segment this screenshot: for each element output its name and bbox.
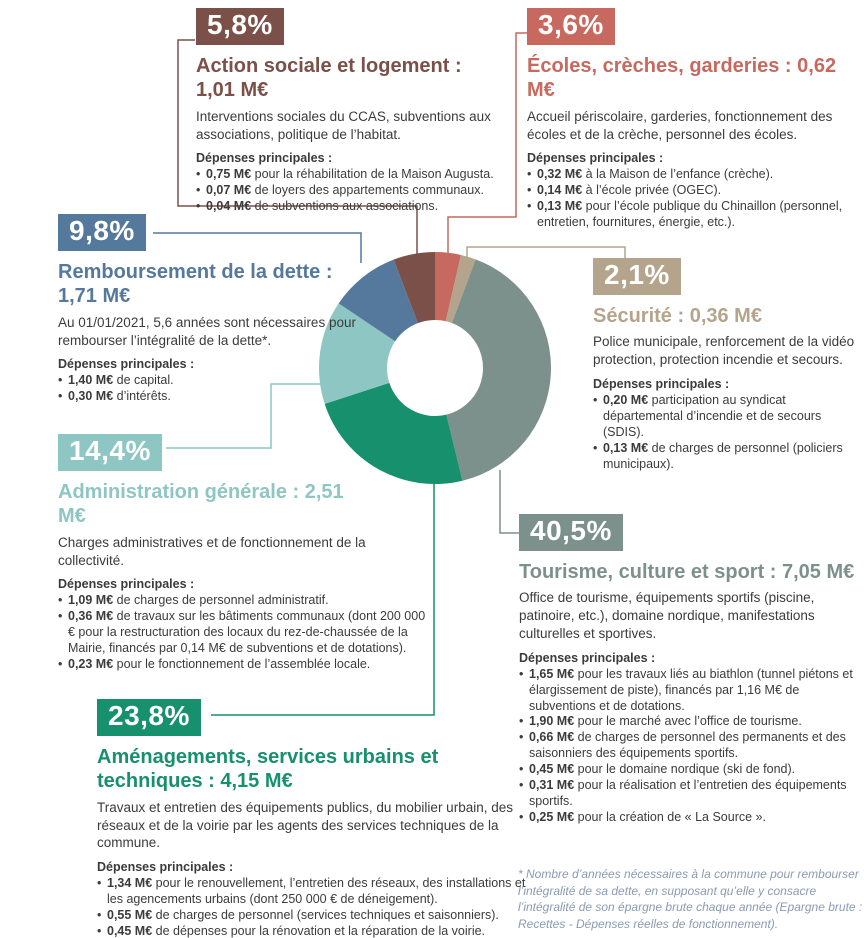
section-tourisme (519, 514, 867, 826)
section-description: Accueil périscolaire, garderies, fonctionnement des écoles et de la crèche, personnel des écoles. (527, 108, 833, 142)
expense-item: • 0,36 M€ de travaux sur les bâtiments communaux (dont 200 000 € pour la restructuration des locaux du rez-de-chaussée de la Mairie, financés par 0,14 M€ de subventions et de dotations). (58, 609, 430, 657)
expense-item: • 0,13 M€ pour l’école publique du Chinaillon (personnel, entretien, fournitures, énergie, etc.). (527, 199, 863, 231)
section-title: Remboursement de la dette : 1,71 M€ (58, 261, 333, 308)
expense-item: • 1,34 M€ pour le renouvellement, l’entretien des réseaux, des installations et les agencements urbains (dont 250 000 € de déneigement). (97, 876, 537, 908)
section-description: Travaux et entretien des équipements publics, du mobilier urbain, des réseaux et de la voirie par les agents des services techniques de la commune. (97, 799, 513, 851)
expense-item: • 0,04 M€ de subventions aux associations. (196, 199, 516, 215)
expenses-list (519, 667, 867, 826)
expenses-title: Dépenses principales : (196, 151, 333, 166)
expenses-title: Dépenses principales : (519, 650, 656, 665)
section-title: Aménagements, services urbains et techniques : 4,15 M€ (97, 746, 439, 793)
expenses-list (97, 876, 537, 938)
section-description: Au 01/01/2021, 5,6 années sont nécessaires pour rembourser l’intégralité de la dette*. (58, 314, 356, 348)
section-title: Sécurité : 0,36 M€ (593, 305, 762, 327)
expenses-title: Dépenses principales : (58, 357, 195, 372)
expenses-title: Dépenses principales : (58, 577, 195, 592)
expenses-title: Dépenses principales : (593, 377, 730, 392)
expense-item: • 0,30 M€ d’intérêts. (58, 389, 358, 405)
percent-badge: 5,8% (196, 8, 284, 45)
section-action-sociale (196, 8, 516, 215)
expense-item: • 0,66 M€ de charges de personnel des permanents et des saisonniers des équipements sportifs. (519, 730, 867, 762)
expenses-list (593, 393, 865, 472)
percent-badge: 2,1% (593, 258, 681, 295)
expense-item: • 0,20 M€ participation au syndicat départemental d’incendie et de secours (SDIS). (593, 393, 865, 441)
section-description: Police municipale, renforcement de la vidéo protection, protection incendie et secours. (593, 334, 855, 368)
section-securite (593, 258, 865, 472)
percent-badge: 3,6% (527, 8, 615, 45)
section-title: Écoles, crèches, garderies : 0,62 M€ (527, 55, 837, 102)
section-administration (58, 434, 430, 673)
expenses-title: Dépenses principales : (97, 860, 234, 875)
callout-line-tourisme (500, 470, 519, 533)
expense-item: • 0,45 M€ de dépenses pour la rénovation et la réparation de la voirie. (97, 924, 537, 938)
percent-badge: 23,8% (97, 699, 201, 736)
expense-item: • 0,45 M€ pour le domaine nordique (ski de fond). (519, 762, 867, 778)
expense-item: • 1,65 M€ pour les travaux liés au biathlon (tunnel piétons et élargissement de piste), financés par 1,16 M€ de subventions et de dotations. (519, 667, 867, 715)
expense-item: • 0,32 M€ à la Maison de l’enfance (crèche). (527, 167, 863, 183)
expense-item: • 0,14 M€ à l’école privée (OGEC). (527, 183, 863, 199)
expenses-list (196, 167, 516, 215)
expense-item: • 0,07 M€ de loyers des appartements communaux. (196, 183, 516, 199)
expense-item: • 0,31 M€ pour la réalisation et l’entretien des équipements sportifs. (519, 778, 867, 810)
section-amenagements (97, 699, 537, 938)
expense-item: • 0,23 M€ pour le fonctionnement de l’assemblée locale. (58, 657, 430, 673)
expenses-list (58, 593, 430, 672)
expense-item: • 1,09 M€ de charges de personnel administratif. (58, 593, 430, 609)
expenses-title: Dépenses principales : (527, 151, 664, 166)
percent-badge: 14,4% (58, 434, 162, 471)
section-title: Administration générale : 2,51 M€ (58, 481, 344, 528)
expense-item: • 0,75 M€ pour la réhabilitation de la Maison Augusta. (196, 167, 516, 183)
percent-badge: 40,5% (519, 514, 623, 551)
expense-item: • 0,55 M€ de charges de personnel (services techniques et saisonniers). (97, 908, 537, 924)
section-ecoles (527, 8, 863, 231)
expenses-list (58, 373, 358, 405)
expense-item: • 0,13 M€ de charges de personnel (policiers municipaux). (593, 441, 865, 473)
section-description: Charges administratives et de fonctionnement de la collectivité. (58, 534, 366, 568)
percent-badge: 9,8% (58, 214, 146, 251)
section-description: Interventions sociales du CCAS, subventions aux associations, politique de l’habitat. (196, 108, 491, 142)
section-description: Office de tourisme, équipements sportifs (piscine, patinoire, etc.), domaine nordique, manifestations culturelles et sportives. (519, 590, 815, 642)
expenses-list (527, 167, 863, 231)
section-title: Tourisme, culture et sport : 7,05 M€ (519, 561, 855, 583)
expense-item: • 0,25 M€ pour la création de « La Source ». (519, 810, 867, 826)
expense-item: • 1,40 M€ de capital. (58, 373, 358, 389)
debt-footnote: * Nombre d’années nécessaires à la commune pour rembourser l’intégralité de sa dette, en supposant qu’elle y consacre l’intégralité de son épargne brute chaque année (Epargne brute : Recettes - Dépenses réelles de fonctionnement). (518, 867, 863, 931)
expense-item: • 1,90 M€ pour le marché avec l’office de tourisme. (519, 714, 867, 730)
section-dette (58, 214, 358, 405)
section-title: Action sociale et logement : 1,01 M€ (196, 55, 462, 102)
